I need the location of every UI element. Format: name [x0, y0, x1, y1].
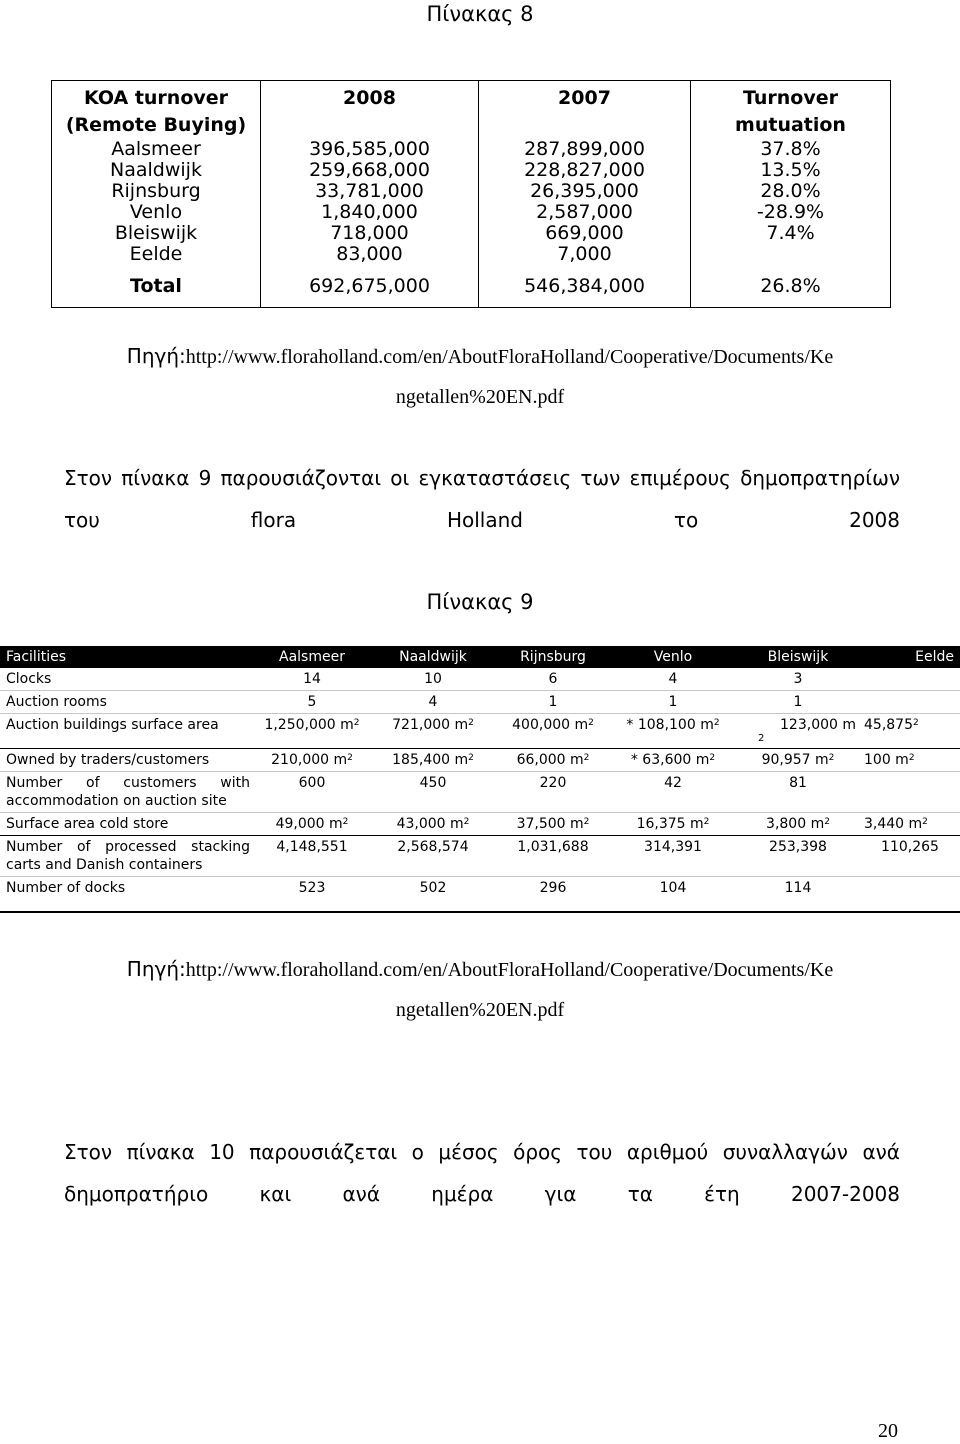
table9-row-label: Auction rooms: [0, 691, 254, 714]
table8-cell: Rijnsburg: [52, 181, 261, 202]
table9-value: 400,000 m: [512, 717, 589, 733]
table8-header-row: [52, 81, 891, 140]
table9-exponent: 2: [713, 718, 720, 728]
table9-header-cell: Eelde: [860, 646, 960, 668]
table9-exponent: 2: [353, 718, 360, 728]
table9-value: 210,000 m: [271, 752, 348, 768]
table9-exponent: 2: [824, 817, 830, 827]
table8-row: [52, 181, 891, 202]
table9-exponent: 2: [922, 817, 928, 827]
table8-cell: 259,668,000: [261, 160, 479, 181]
paragraph-2: [64, 1131, 900, 1215]
table9-header-cell: Rijnsburg: [496, 646, 610, 668]
table9-cell: 110,265: [860, 836, 960, 877]
table9-cell: 4: [610, 668, 736, 691]
table9-exponent: 2: [758, 733, 765, 744]
table9-title: Πίνακας 9: [426, 590, 534, 614]
table9-value: 49,000 m: [275, 816, 343, 832]
table9-exponent: 2: [588, 718, 594, 728]
table8-row: [52, 160, 891, 181]
source-url: http://www.floraholland.com/en/AboutFloraHolland/Cooperative/Documents/Ke: [185, 346, 834, 368]
table9-exponent: 2: [463, 817, 470, 827]
table8-row: [52, 223, 891, 244]
table9-exponent: 2: [468, 718, 474, 728]
table9-exponent: 2: [913, 718, 919, 728]
table8-row: [52, 202, 891, 223]
table9-header-row: [0, 646, 960, 668]
table9-cell: 4: [370, 691, 496, 714]
table9-cell: [370, 714, 496, 749]
table9-header-cell: Venlo: [610, 646, 736, 668]
table8: [51, 80, 891, 308]
table9-exponent: 2: [828, 753, 835, 763]
table9-row-label: Clocks: [0, 668, 254, 691]
table9-header-cell: Facilities: [0, 646, 254, 668]
table9-cell: 502: [370, 877, 496, 913]
table9-cell: [496, 749, 610, 772]
table9-cell: 1: [736, 691, 860, 714]
table9-exponent: 2: [583, 753, 590, 763]
table9-exponent: 2: [342, 817, 349, 827]
table8-cell: 228,827,000: [479, 160, 691, 181]
table9-value: 16,375 m: [636, 816, 704, 832]
table9-value: 123,000 m: [780, 717, 856, 733]
table9-value: 185,400 m: [392, 752, 469, 768]
page-number: 20: [878, 1420, 898, 1442]
table9-cell: [254, 813, 370, 836]
table9-row: [0, 877, 960, 913]
table9-row: [0, 668, 960, 691]
table8-header-cell: Turnover mutuation: [691, 81, 891, 140]
table8-source-cont: ngetallen%20EN.pdf: [395, 386, 565, 408]
table9-cell: 220: [496, 772, 610, 813]
table8-total-row: [52, 265, 891, 308]
table9-cell: [610, 714, 736, 749]
table9-exponent: 2: [703, 817, 710, 827]
table9-cell: 600: [254, 772, 370, 813]
table9-row-label: Number of docks: [0, 877, 254, 913]
table9-value: 3,440 m: [864, 816, 923, 832]
table8-cell: [691, 244, 891, 265]
table9-cell: 1: [496, 691, 610, 714]
table9-cell: [860, 772, 960, 813]
source-url: http://www.floraholland.com/en/AboutFloraHolland/Cooperative/Documents/Ke: [185, 959, 834, 981]
table9-cell: 5: [254, 691, 370, 714]
table9-cell: 42: [610, 772, 736, 813]
table8-cell: 718,000: [261, 223, 479, 244]
table9-value: 100 m: [864, 752, 909, 768]
table8-cell: 669,000: [479, 223, 691, 244]
table8-cell: Aalsmeer: [52, 139, 261, 160]
table9-value: 721,000 m: [392, 717, 469, 733]
table8-cell: 26,395,000: [479, 181, 691, 202]
table9-value: 45,875: [864, 717, 913, 733]
table8-cell: Bleiswijk: [52, 223, 261, 244]
table8-cell: 33,781,000: [261, 181, 479, 202]
table9-header-cell: Bleiswijk: [736, 646, 860, 668]
table8-cell: 13.5%: [691, 160, 891, 181]
table8-cell: 37.8%: [691, 139, 891, 160]
table8-cell: 7.4%: [691, 223, 891, 244]
table9-exponent: 2: [468, 753, 474, 763]
table9-cell: 2,568,574: [370, 836, 496, 877]
table9-cell: [610, 813, 736, 836]
table9-exponent: 2: [908, 753, 915, 763]
paragraph-2-text: Στον πίνακα 10 παρουσιάζεται ο μέσος όρος του αριθμού συναλλαγών ανά δημοπρατήριο και ανά ημέρα για τα έτη 2007-2008: [64, 1140, 900, 1206]
table8-cell: 396,585,000: [261, 139, 479, 160]
source-label: Πηγή:: [126, 344, 186, 368]
table9-value: 37,500 m: [516, 816, 584, 832]
table9-row: [0, 714, 960, 749]
table9-cell: 523: [254, 877, 370, 913]
table8-cell: 692,675,000: [261, 265, 479, 308]
table9-cell: [370, 749, 496, 772]
table9-row-label: Number of customers with accommodation on auction site: [0, 772, 254, 813]
table9-row-label: Surface area cold store: [0, 813, 254, 836]
table8-total-label: Total: [52, 265, 261, 308]
table9-cell: 296: [496, 877, 610, 913]
table9-cell: 1,031,688: [496, 836, 610, 877]
table9-value: * 108,100 m: [626, 717, 714, 733]
table9-cell: 1: [610, 691, 736, 714]
table9-exponent: 2: [583, 817, 590, 827]
table9-header-cell: Aalsmeer: [254, 646, 370, 668]
table9-cell: 81: [736, 772, 860, 813]
table9-cell: [610, 749, 736, 772]
table8-cell: 1,840,000: [261, 202, 479, 223]
table9-cell: [254, 749, 370, 772]
table8-cell: Venlo: [52, 202, 261, 223]
table9-row-label: Auction buildings surface area: [0, 714, 254, 749]
table9-value: 43,000 m: [396, 816, 464, 832]
table8-cell: 28.0%: [691, 181, 891, 202]
table9-cell: [860, 749, 960, 772]
table9-cell: [736, 714, 860, 749]
table9-cell: 450: [370, 772, 496, 813]
table9-row: [0, 772, 960, 813]
table9-row: [0, 836, 960, 877]
table8-cell: Eelde: [52, 244, 261, 265]
table9-row: [0, 813, 960, 836]
table9-row-label: Owned by traders/customers: [0, 749, 254, 772]
table9-row-label: Number of processed stacking carts and Danish containers: [0, 836, 254, 877]
table9-row: [0, 749, 960, 772]
table9-value: * 63,600 m: [630, 752, 710, 768]
table9-cell: [860, 813, 960, 836]
table9-cell: [370, 813, 496, 836]
table8-row: [52, 244, 891, 265]
table8-header-cell: 2007: [479, 81, 691, 140]
table9-cell: 3: [736, 668, 860, 691]
table9-cell: 14: [254, 668, 370, 691]
table9-exponent: 2: [347, 753, 353, 763]
table8-cell: Naaldwijk: [52, 160, 261, 181]
table9-row: [0, 691, 960, 714]
table8-cell: 546,384,000: [479, 265, 691, 308]
table9-cell: [860, 668, 960, 691]
table9-source: [0, 957, 960, 982]
table9-cell: 4,148,551: [254, 836, 370, 877]
table9-cell: 6: [496, 668, 610, 691]
table9-cell: [860, 877, 960, 913]
table8-cell: 83,000: [261, 244, 479, 265]
table9-cell: 114: [736, 877, 860, 913]
table9-source-cont: ngetallen%20EN.pdf: [395, 999, 565, 1021]
table9-exponent: 2: [709, 753, 716, 763]
table8-row: [52, 139, 891, 160]
paragraph-1: [64, 457, 900, 541]
table9-cell: [496, 813, 610, 836]
paragraph-1-text: Στον πίνακα 9 παρουσιάζονται οι εγκαταστάσεις των επιμέρους δημοπρατηρίων του flora Holland το 2008: [64, 466, 900, 532]
table9-value: 66,000 m: [516, 752, 584, 768]
table9-value: 90,957 m: [761, 752, 829, 768]
table8-header-cell: 2008: [261, 81, 479, 140]
table9-cell: [736, 749, 860, 772]
table9: [0, 646, 960, 913]
table9-cell: [860, 714, 960, 749]
table9-cell: 104: [610, 877, 736, 913]
table8-cell: -28.9%: [691, 202, 891, 223]
table9-cell: [254, 714, 370, 749]
table8-cell: 287,899,000: [479, 139, 691, 160]
table9-value: 3,800 m: [766, 816, 825, 832]
table8-cell: 2,587,000: [479, 202, 691, 223]
table9-cell: 314,391: [610, 836, 736, 877]
table8-title: Πίνακας 8: [426, 2, 534, 26]
table8-cell: 26.8%: [691, 265, 891, 308]
table9-cell: [496, 714, 610, 749]
table9-cell: 253,398: [736, 836, 860, 877]
table9-cell: [860, 691, 960, 714]
source-label: Πηγή:: [126, 957, 186, 981]
table9-header-cell: Naaldwijk: [370, 646, 496, 668]
table8-cell: 7,000: [479, 244, 691, 265]
table9-cell: [736, 813, 860, 836]
table8-source: [0, 344, 960, 369]
table9-cell: 10: [370, 668, 496, 691]
table9-value: 1,250,000 m: [264, 717, 354, 733]
table8-header-cell: KOA turnover (Remote Buying): [52, 81, 261, 140]
